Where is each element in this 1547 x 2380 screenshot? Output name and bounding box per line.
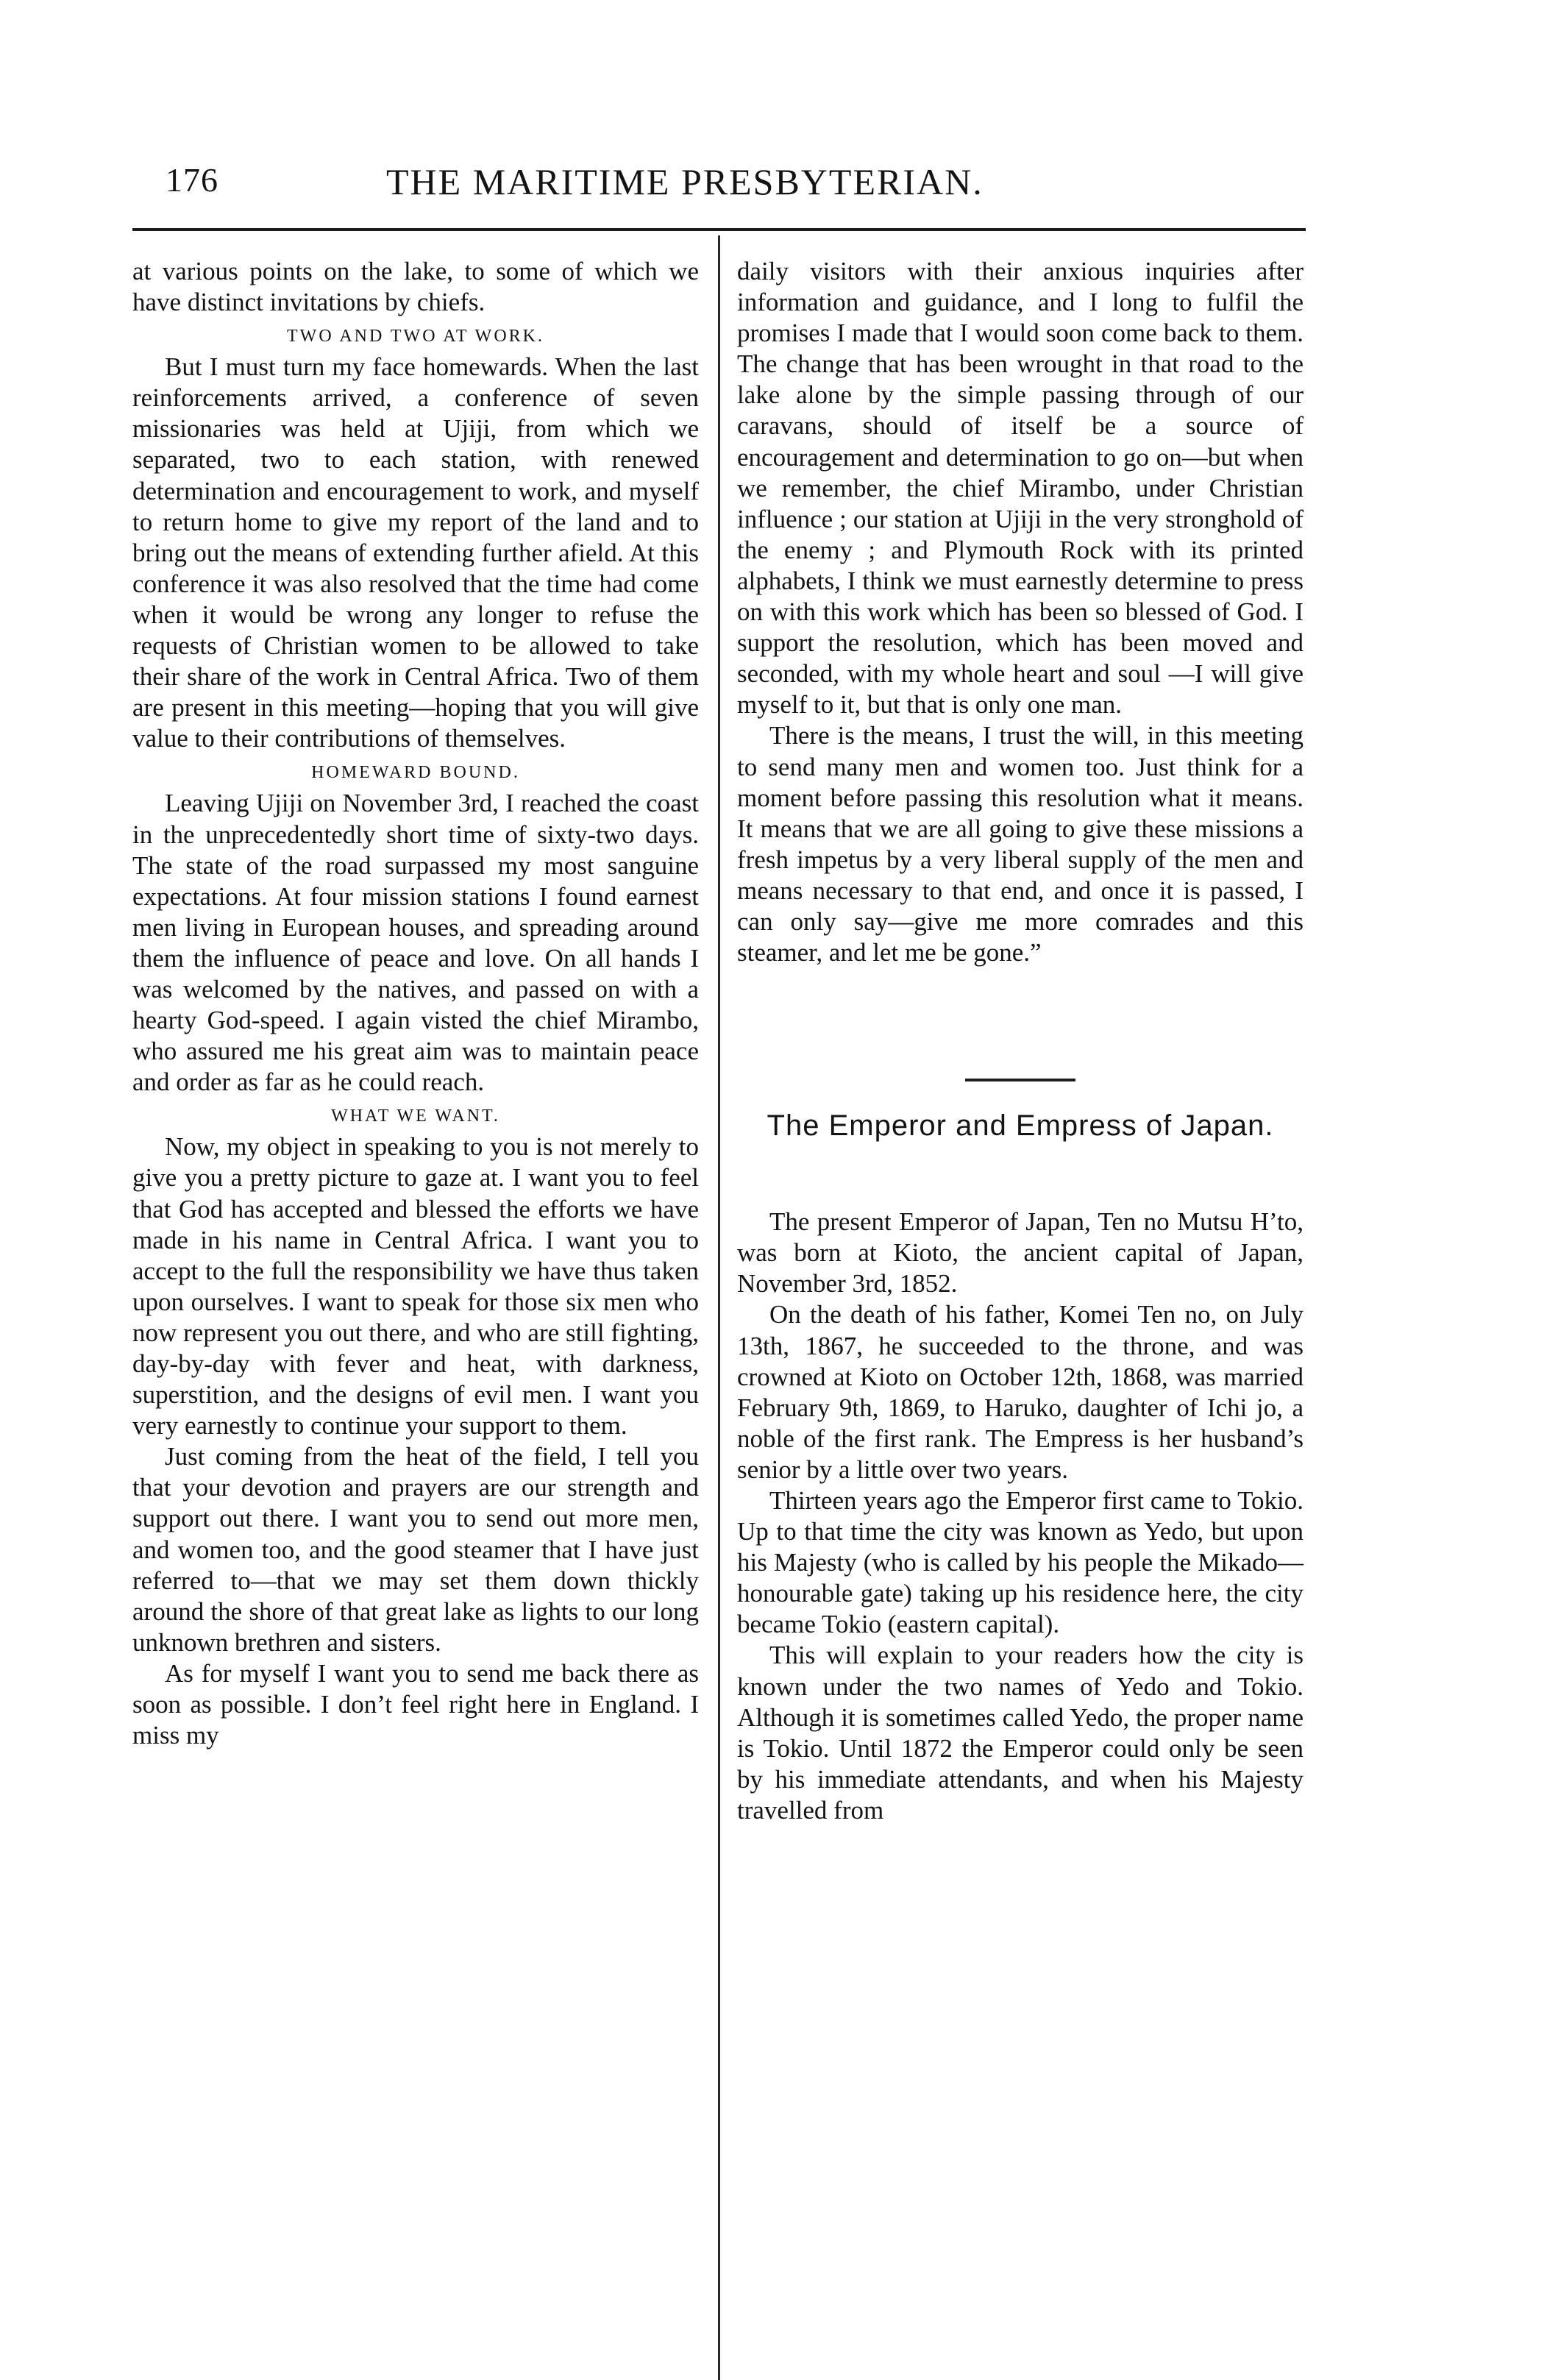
paragraph: Just coming from the heat of the field, I tell you that your devotion and prayers are our strength and support out there. I want you to send out more men, and women too, and the good steamer that I have just referred to—that we may set them down thickly around the shore of that great lake as lights to our long unknown brethren and sisters.: [132, 1442, 699, 1657]
article-title: The Emperor and Empress of Japan.: [767, 1109, 1274, 1143]
paragraph: On the death of his father, Komei Ten no, on July 13th, 1867, he succeeded to the throne, and was crowned at Kioto on October 12th, 1868, was married February 9th, 1869, to Haruko, daughter of Ichi jo, a noble of the first rank. The Empress is her husband’s senior by a little over two years.: [737, 1300, 1304, 1484]
paragraph: There is the means, I trust the will, in this meeting to send many men and women too. Just think for a moment before passing this resolution what it means. It means that we are all going to give these missions a fresh impetus by a very liberal supply of the men and means necessary to that end, and once it is passed, I can only say—give me more comrades and this steamer, and let me be gone.”: [737, 721, 1304, 967]
paragraph: Thirteen years ago the Emperor first came to Tokio. Up to that time the city was known as Yedo, but upon his Majesty (who is called by his people the Mikado—honourable gate) taking up his residence here, the city became Tokio (eastern capital).: [737, 1486, 1304, 1639]
spacer: [737, 1145, 1304, 1207]
paragraph: Leaving Ujiji on November 3rd, I reached the coast in the unprecedentedly short time of sixty-two days. The state of the road surpassed my most sanguine expectations. At four mission stations I found earnest men living in European houses, and spreading around them the influence of peace and love. On all hands I was welcomed by the natives, and passed on with a hearty God-speed. I again visted the chief Mirambo, who assured me his great aim was to maintain peace and order as far as he could reach.: [132, 789, 699, 1097]
paragraph: at various points on the lake, to some of which we have distinct invitations by chiefs.: [132, 257, 699, 317]
paragraph: This will explain to your readers how the city is known under the two names of Yedo and Tokio. Although it is sometimes called Yedo, the proper name is Tokio. Until 1872 the Emperor could only be seen by his immediate attendants, and when his Majesty travelled from: [737, 1641, 1304, 1825]
paragraph: Now, my object in speaking to you is not merely to give you a pretty picture to gaze at. I want you to feel that God has accepted and blessed the efforts we have made in his name in Central Africa. I want you to accept to the full the responsibility we have thus taken upon ourselves. I want to speak for those six men who now represent you out there, and who are still fighting, day-by-day with fever and heat, with darkness, superstition, and the designs of evil men. I want you very earnestly to continue your support to them.: [132, 1132, 699, 1441]
paragraph: daily visitors with their anxious inquiries after information and guidance, and I long to fulfil the promises I made that I would soon come back to them. The change that has been wrought in that road to the lake alone by the simple passing through of our caravans, should of itself be a source of encouragement and determination to go on—but when we remember, the chief Mirambo, under Christian influence ; our station at Ujiji in the very stronghold of the enemy ; and Plymouth Rock with its printed alphabets, I think we must earnestly determine to press on with this work which has been so blessed of God. I support the resolution, which has been moved and seconded, with my whole heart and soul —I will give myself to it, but that is only one man.: [737, 257, 1304, 720]
running-title: THE MARITIME PRESBYTERIAN.: [386, 161, 984, 202]
header-rule: [132, 228, 1306, 231]
section-heading: HOMEWARD BOUND.: [311, 763, 520, 783]
article-separator-rule: [965, 1079, 1075, 1081]
page-number: 176: [166, 161, 218, 199]
paragraph: But I must turn my face homewards. When the last reinforcements arrived, a conference of seven missionaries was held at Ujiji, from which we separated, two to each station, with renewed determination and encouragement to work, and myself to return home to give my report of the land and to bring out the means of extending further afield. At this conference it was also resolved that the time had come when it would be wrong any longer to refuse the requests of Christian women to be allowed to take their share of the work in Central Africa. Two of them are present in this meeting—hoping that you will give value to their contributions of themselves.: [132, 352, 699, 753]
section-heading: WHAT WE WANT.: [331, 1106, 500, 1126]
section-heading: TWO AND TWO AT WORK.: [287, 327, 544, 347]
right-column: [737, 256, 1304, 1826]
paragraph: The present Emperor of Japan, Ten no Mutsu H’to, was born at Kioto, the ancient capital of Japan, November 3rd, 1852.: [737, 1207, 1304, 1299]
page-header: [166, 160, 1291, 212]
left-column: [132, 256, 699, 1751]
paragraph: As for myself I want you to send me back there as soon as possible. I don’t feel right here in England. I miss my: [132, 1658, 699, 1750]
column-divider: [718, 235, 720, 2380]
